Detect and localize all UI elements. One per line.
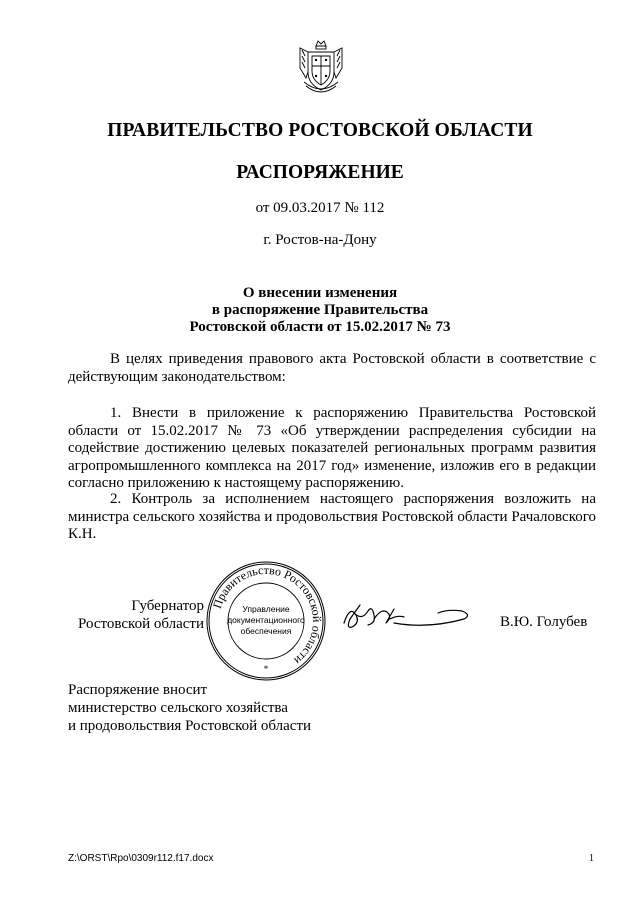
svg-text:*: * [263, 664, 269, 674]
item-1-paragraph: 1. Внести в приложение к распоряжению Правительства Ростовской области от 15.02.2017 № 73 «Об утверждении распределения субсидии на содействие достижению целевых показателей региональных программ развития агропромышленного комплекса на 2017 год» изменение, изложив его в редакции согласно приложению к настоящему распоряжению. [68, 405, 596, 492]
seal-inner-line: Управление [242, 604, 290, 614]
preamble-paragraph: В целях приведения правового акта Ростовской области в соответствие с действующим законодательством: [68, 351, 596, 385]
official-seal-stamp [205, 560, 327, 682]
date-number: от 09.03.2017 № 112 [255, 200, 385, 216]
government-title: ПРАВИТЕЛЬСТВО РОСТОВСКОЙ ОБЛАСТИ [107, 120, 533, 141]
sender-block [68, 681, 311, 735]
subject-line: О внесении изменения [242, 285, 398, 301]
page-number: 1 [589, 853, 594, 864]
item-2-paragraph: 2. Контроль за исполнением настоящего распоряжения возложить на министра сельского хозяйства и продовольствия Ростовской области Рачаловского К.Н. [68, 491, 596, 543]
handwritten-signature [338, 593, 478, 641]
sender-line: и продовольствия Ростовской области [68, 718, 312, 734]
position-line: Ростовской области [78, 616, 204, 632]
coat-of-arms-emblem [296, 38, 346, 98]
city: г. Ростов-на-Дону [263, 232, 377, 248]
signatory-position [68, 597, 204, 633]
sender-line: министерство сельского хозяйства [68, 700, 288, 716]
seal-inner-line: документационного [227, 615, 305, 625]
seal-ring-text: Правительство Ростовской области [209, 562, 325, 668]
seal-inner-line: обеспечения [240, 626, 292, 636]
document-subject [0, 285, 640, 336]
subject-line: Ростовской области от 15.02.2017 № 73 [189, 319, 451, 335]
sender-line: Распоряжение вносит [68, 682, 208, 698]
position-line: Губернатор [131, 598, 204, 614]
footer-file-path: Z:\ORST\Rpo\0309r112.f17.docx [68, 853, 214, 864]
subject-line: в распоряжение Правительства [211, 302, 429, 318]
document-type: РАСПОРЯЖЕНИЕ [236, 162, 404, 183]
signatory-name: В.Ю. Голубев [500, 614, 588, 630]
